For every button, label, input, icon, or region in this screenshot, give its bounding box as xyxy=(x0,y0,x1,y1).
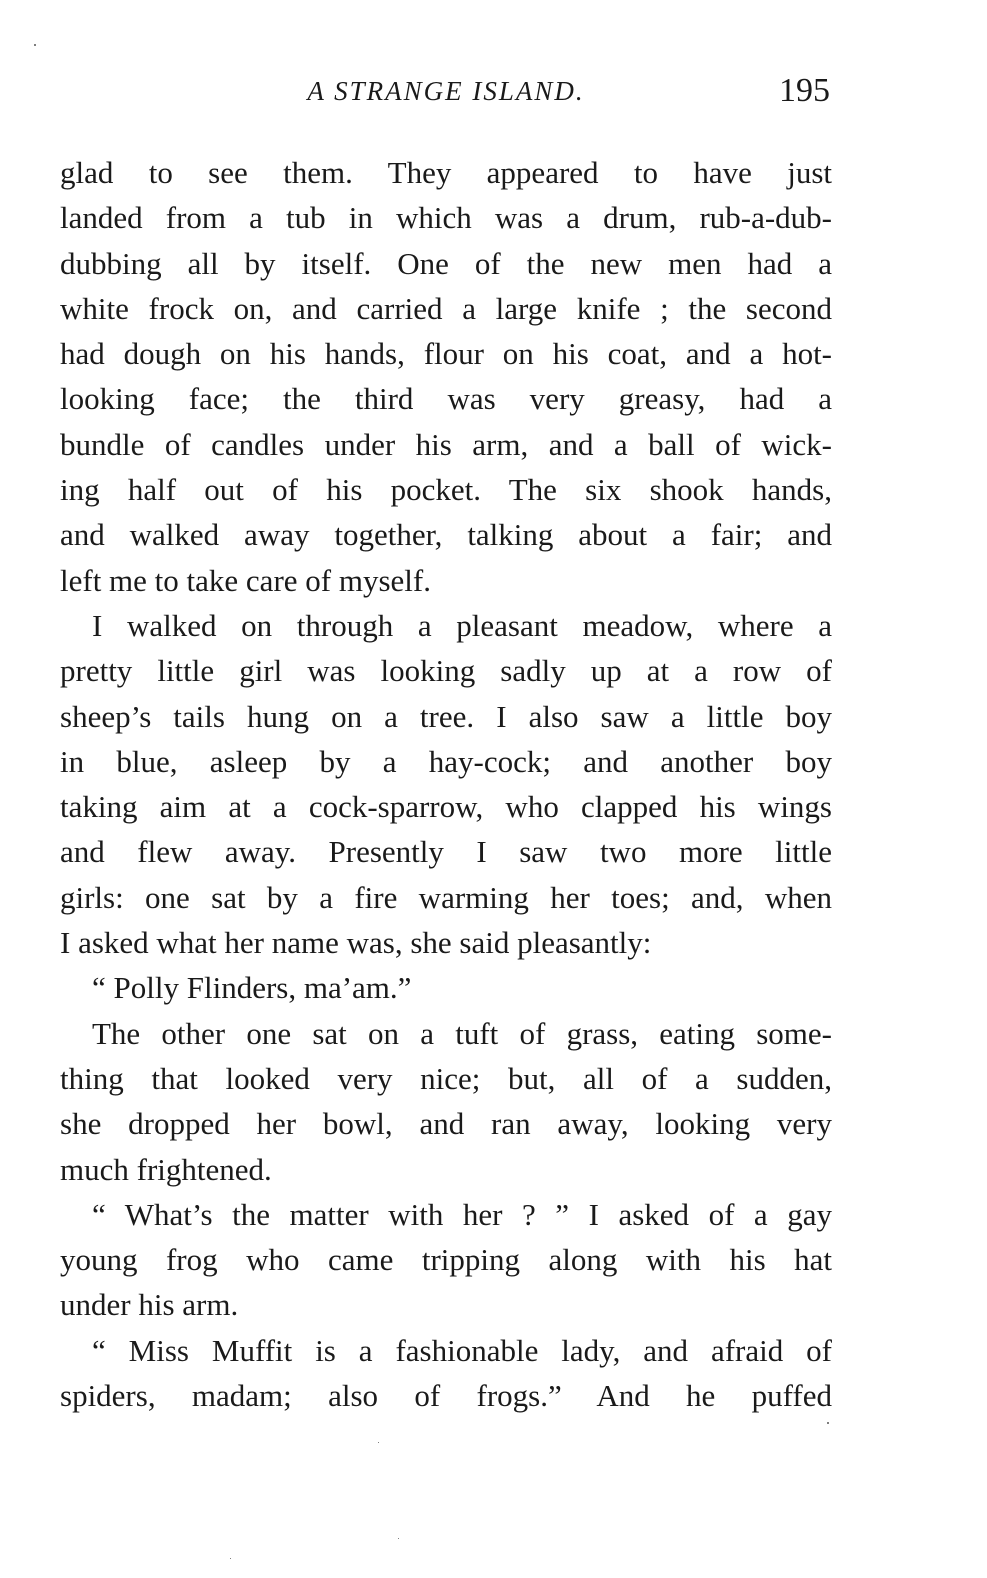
text-line: and flew away. Presently I saw two more little xyxy=(60,834,832,870)
text-line: under his arm. xyxy=(60,1287,239,1323)
text-line: “ What’s the matter with her ? ” I asked of a gay xyxy=(92,1196,832,1232)
text-line: “ Miss Muffit is a fashionable lady, and afraid of xyxy=(92,1332,832,1368)
text-line: looking face; the third was very greasy, had a xyxy=(60,381,832,417)
text-line: pretty little girl was looking sadly up at a row of xyxy=(60,653,832,689)
text-line: in blue, asleep by a hay-cock; and another boy xyxy=(60,743,832,779)
text-line: The other one sat on a tuft of grass, eating some- xyxy=(92,1015,832,1051)
text-line: white frock on, and carried a large knife ; the second xyxy=(60,290,832,326)
scan-speck xyxy=(230,1558,231,1559)
text-line: glad to see them. They appeared to have just xyxy=(60,155,832,190)
running-head-title: A STRANGE ISLAND. xyxy=(307,76,585,106)
text-line: and walked away together, talking about a fair; and xyxy=(60,517,832,553)
text-line: much frightened. xyxy=(60,1151,272,1187)
running-head xyxy=(60,72,832,112)
text-line: bundle of candles under his arm, and a ball of wick- xyxy=(60,426,832,462)
text-line: dubbing all by itself. One of the new men had a xyxy=(60,245,832,281)
text-line: landed from a tub in which was a drum, rub-a-dub- xyxy=(60,200,832,236)
text-line: she dropped her bowl, and ran away, looking very xyxy=(60,1106,832,1142)
text-line: I walked on through a pleasant meadow, where a xyxy=(92,607,832,643)
scan-speck xyxy=(378,1442,379,1443)
text-line: spiders, madam; also of frogs.” And he puffed xyxy=(60,1378,832,1414)
body-text xyxy=(60,150,832,1418)
text-line: “ Polly Flinders, ma’am.” xyxy=(92,970,412,1006)
scan-speck xyxy=(398,1538,399,1539)
scan-speck xyxy=(827,1422,829,1424)
text-line: thing that looked very nice; but, all of a sudden, xyxy=(60,1060,832,1096)
text-line: sheep’s tails hung on a tree. I also saw a little boy xyxy=(60,698,832,734)
text-line: girls: one sat by a fire warming her toes; and, when xyxy=(60,879,832,915)
page-number: 195 xyxy=(779,72,830,109)
text-line: taking aim at a cock-sparrow, who clapped his wings xyxy=(60,789,832,825)
text-line: had dough on his hands, flour on his coat, and a hot- xyxy=(60,336,832,372)
text-line: I asked what her name was, she said pleasantly: xyxy=(60,925,652,961)
text-line: young frog who came tripping along with his hat xyxy=(60,1242,832,1278)
text-line: left me to take care of myself. xyxy=(60,562,431,598)
scan-speck xyxy=(34,44,36,46)
text-line: ing half out of his pocket. The six shook hands, xyxy=(60,472,832,508)
